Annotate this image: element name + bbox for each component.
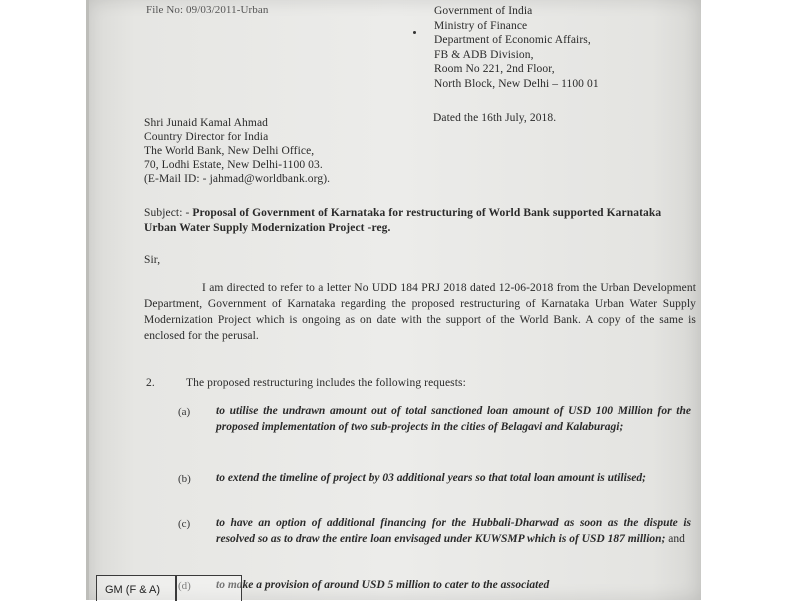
- paragraph-2: [146, 377, 466, 389]
- subject-line: [144, 206, 689, 236]
- letter-page: [86, 0, 701, 600]
- addressee-org: The World Bank, New Delhi Office,: [144, 145, 315, 157]
- paragraph-1: [144, 280, 696, 344]
- request-text: [216, 471, 691, 487]
- file-number: File No: 09/03/2011-Urban: [146, 4, 269, 16]
- request-text: [216, 578, 691, 594]
- request-text-d: to make a provision of around USD 5 million to cater to the associated: [216, 579, 550, 591]
- request-label: (b): [178, 473, 191, 485]
- paragraph-1-text: I am directed to refer to a letter No UDD 184 PRJ 2018 dated 12-06-2018 from the Urban Development Department, Government of Karnataka regarding the proposed restructuring of Karnataka Urban Water Supply Modernization Project which is ongoing as on date with the support of the World Bank. A copy of the same is enclosed for the perusal.: [144, 282, 696, 342]
- addressee-address: 70, Lodhi Estate, New Delhi-1100 03.: [144, 159, 323, 171]
- office-line-ministry: Ministry of Finance: [434, 19, 528, 32]
- subject-lead: Subject: -: [144, 207, 193, 219]
- office-line-government: Government of India: [434, 5, 533, 17]
- office-line-division: FB & ADB Division,: [434, 48, 534, 61]
- paragraph-2-text: The proposed restructuring includes the following requests:: [186, 377, 466, 389]
- request-text-b: to extend the timeline of project by 03 additional years so that total loan amount is utilised;: [216, 472, 646, 484]
- addressee-block: [144, 116, 330, 186]
- subject-text: Proposal of Government of Karnataka for restructuring of World Bank supported Karnataka Urban Water Supply Modernization Project -reg.: [144, 207, 662, 234]
- addressee-title: Country Director for India: [144, 131, 269, 143]
- salutation: Sir,: [144, 254, 161, 266]
- request-label: (d): [178, 580, 191, 592]
- letter-date: Dated the 16th July, 2018.: [433, 112, 557, 124]
- office-line-city: North Block, New Delhi – 1100 01: [434, 77, 599, 90]
- request-label: (c): [178, 518, 191, 530]
- page-fold-shadow: [86, 0, 89, 600]
- office-address: [434, 4, 599, 91]
- request-text: [216, 516, 691, 547]
- ink-speck: [413, 31, 416, 34]
- stamp-divider: [175, 576, 177, 601]
- request-text-a: to utilise the undrawn amount out of total sanctioned loan amount of USD 100 Million for the proposed implementation of two sub-projects in the cities of Belagavi and Kalaburagi;: [216, 405, 691, 433]
- request-text-c-tail: and: [665, 532, 685, 545]
- request-label: (a): [178, 406, 191, 418]
- routing-stamp: [96, 575, 242, 601]
- addressee-email: (E-Mail ID: - jahmad@worldbank.org).: [144, 173, 331, 185]
- paragraph-2-number: 2.: [146, 377, 155, 389]
- request-text-c: to have an option of additional financing for the Hubbali-Dharwad as soon as the dispute is resolved so as to draw the entire loan envisaged under KUWSMP which is of USD 187 million;: [216, 517, 691, 545]
- request-text: [216, 404, 691, 435]
- addressee-name: Shri Junaid Kamal Ahmad: [144, 117, 268, 129]
- office-line-department: Department of Economic Affairs,: [434, 34, 591, 46]
- office-line-room: Room No 221, 2nd Floor,: [434, 63, 555, 75]
- stamp-label: GM (F & A): [105, 584, 160, 596]
